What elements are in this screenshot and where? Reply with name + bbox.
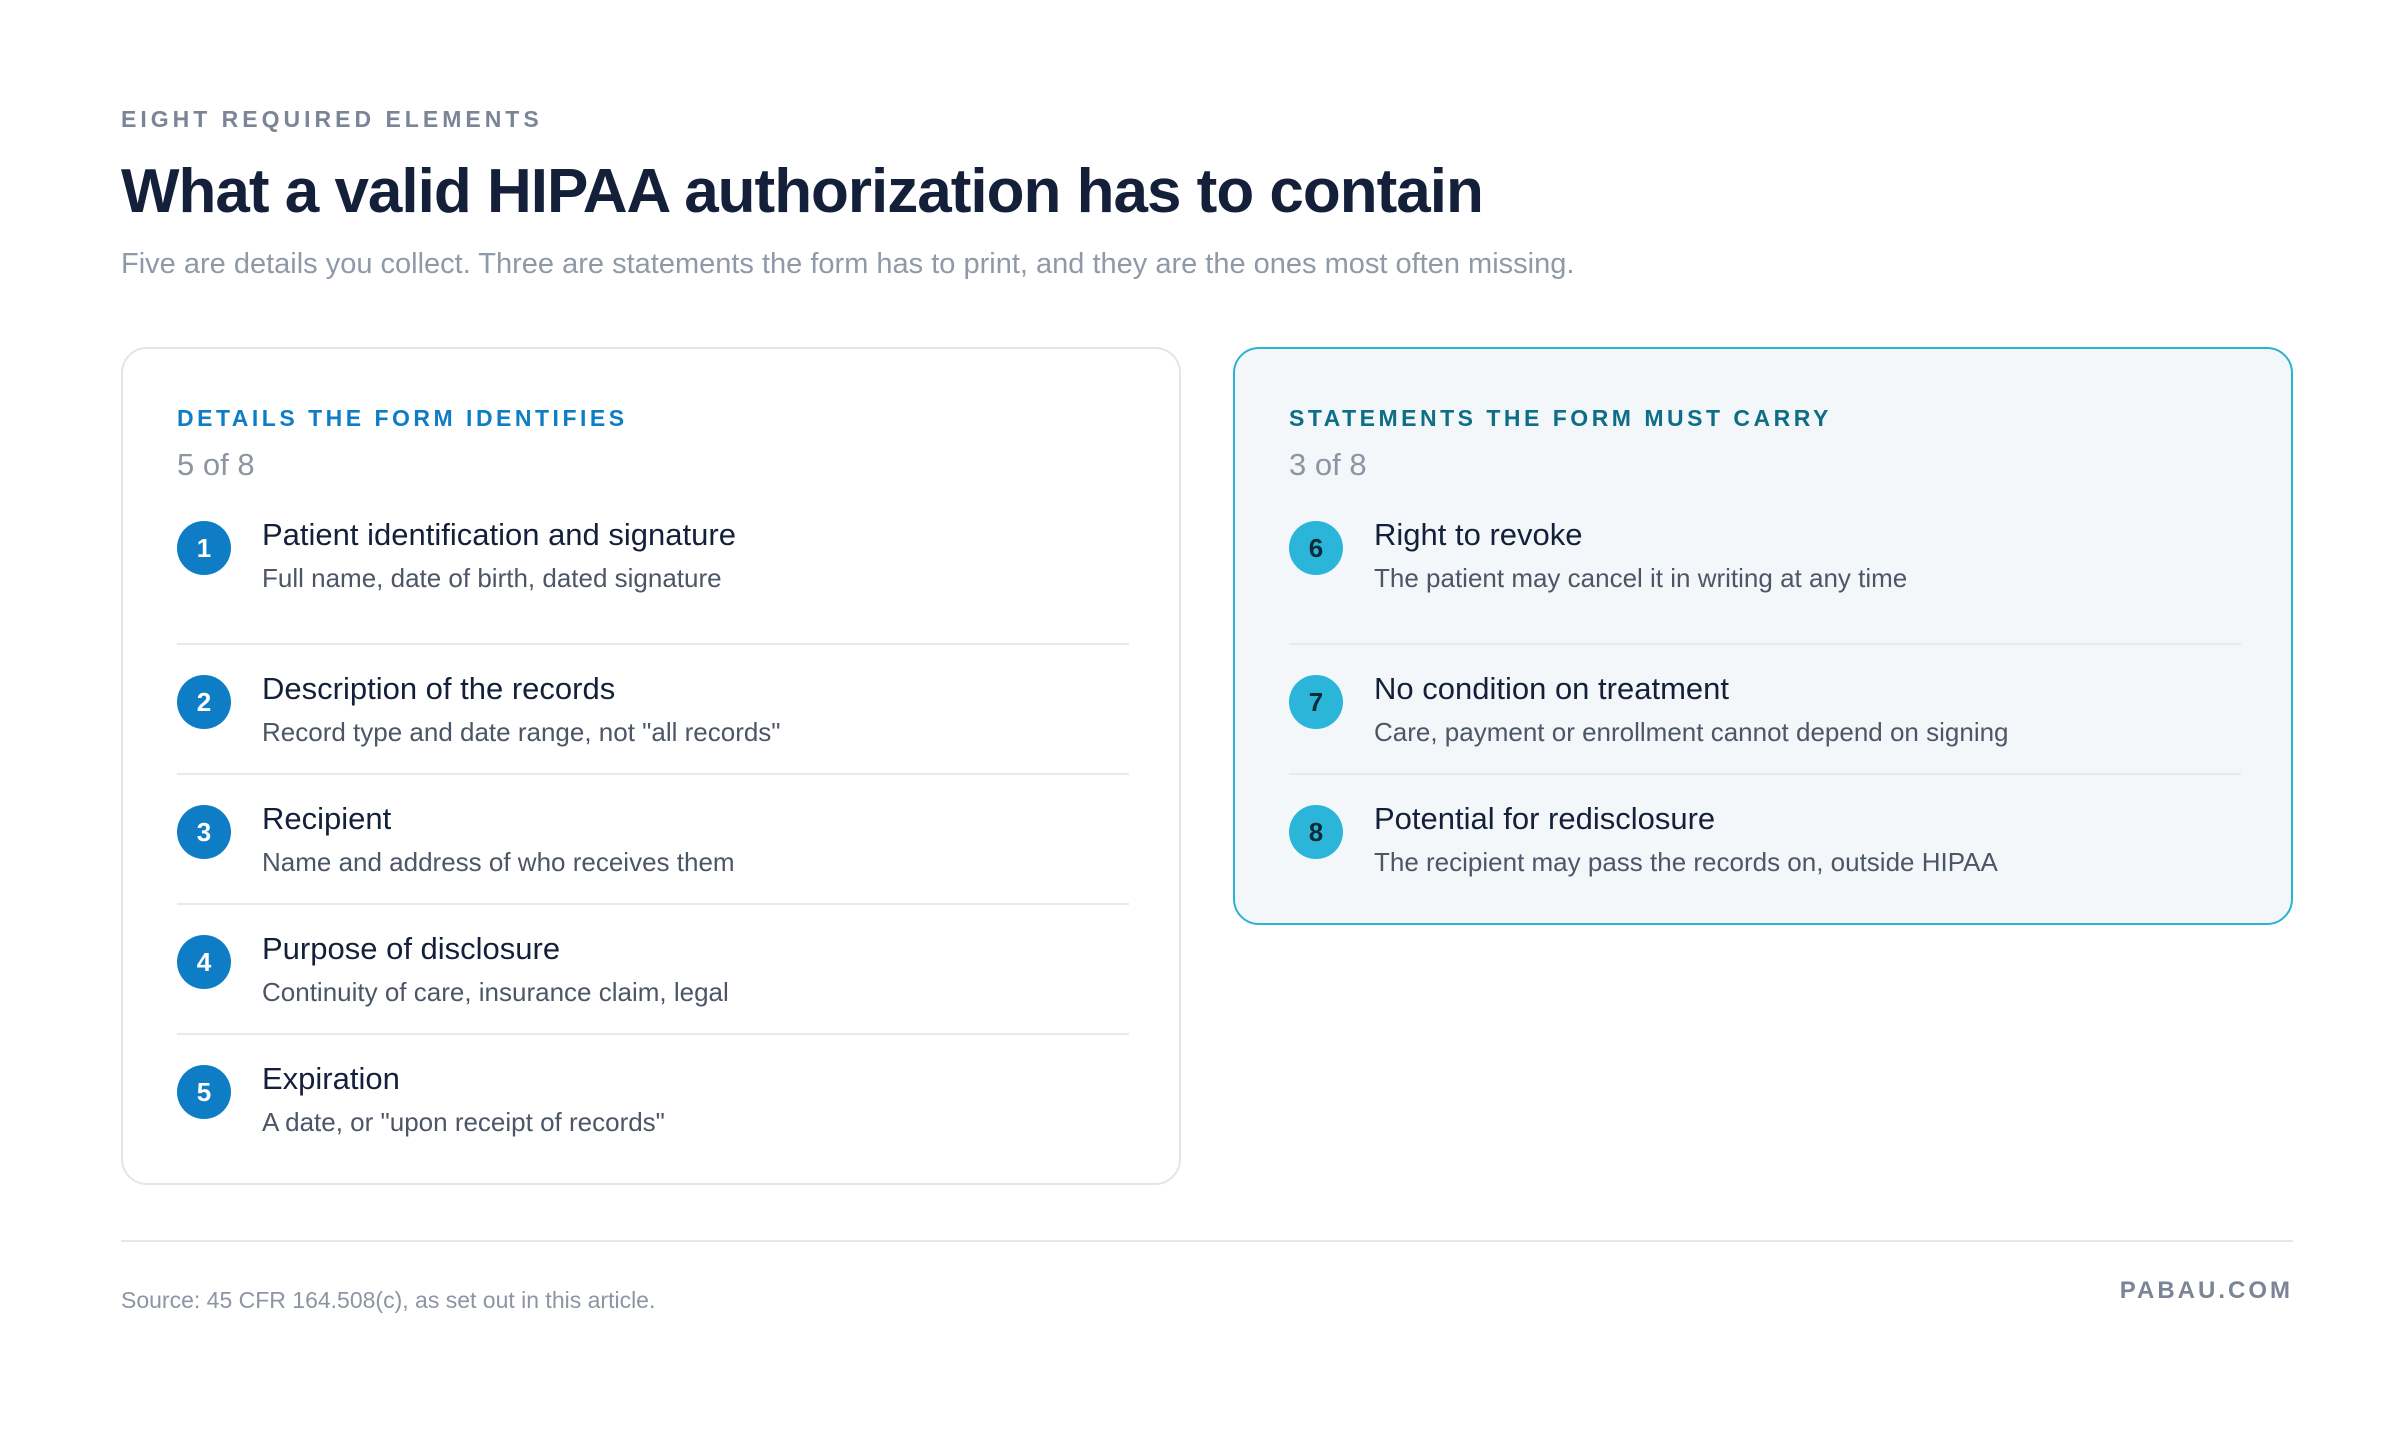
- list-item: [1289, 645, 2241, 775]
- item-title: No condition on treatment: [1374, 671, 1729, 706]
- item-description: Record type and date range, not "all records": [262, 717, 781, 747]
- item-title: Description of the records: [262, 671, 616, 706]
- item-description: The patient may cancel it in writing at any time: [1374, 563, 1908, 593]
- number-badge: 8: [1289, 805, 1343, 859]
- item-title: Patient identification and signature: [262, 517, 736, 552]
- number-badge: 7: [1289, 675, 1343, 729]
- item-description: Continuity of care, insurance claim, legal: [262, 977, 729, 1007]
- item-title: Recipient: [262, 801, 392, 836]
- brand-wordmark: PABAU.COM: [2119, 1277, 2293, 1304]
- number-badge: 4: [177, 935, 231, 989]
- number-badge: 1: [177, 521, 231, 575]
- list-item: [1289, 515, 2241, 645]
- item-title: Purpose of disclosure: [262, 931, 561, 966]
- item-title: Potential for redisclosure: [1374, 801, 1716, 836]
- list-item: [177, 515, 1129, 645]
- number-badge: 2: [177, 675, 231, 729]
- page-subtitle: Five are details you collect. Three are statements the form has to print, and they are the ones most often missing.: [121, 248, 1575, 280]
- item-description: Care, payment or enrollment cannot depend on signing: [1374, 717, 2009, 747]
- list-item: [177, 1035, 1129, 1165]
- details-card-count: 5 of 8: [177, 447, 255, 482]
- page-title: What a valid HIPAA authorization has to contain: [121, 157, 1483, 226]
- list-item: [177, 775, 1129, 905]
- list-item: [177, 645, 1129, 775]
- item-description: Name and address of who receives them: [262, 847, 735, 877]
- number-badge: 5: [177, 1065, 231, 1119]
- details-card: [121, 347, 1181, 1185]
- details-card-label: DETAILS THE FORM IDENTIFIES: [177, 405, 628, 431]
- list-item: [177, 905, 1129, 1035]
- item-description: The recipient may pass the records on, outside HIPAA: [1374, 847, 1998, 877]
- eyebrow-label: EIGHT REQUIRED ELEMENTS: [121, 106, 543, 132]
- source-note: Source: 45 CFR 164.508(c), as set out in this article.: [121, 1287, 656, 1313]
- list-item: [1289, 775, 2241, 905]
- footer-divider: [121, 1240, 2293, 1242]
- statements-list: [1289, 515, 2241, 905]
- details-list: [177, 515, 1129, 1165]
- statements-card: [1233, 347, 2293, 925]
- statements-card-count: 3 of 8: [1289, 447, 1367, 482]
- item-description: Full name, date of birth, dated signature: [262, 563, 722, 593]
- item-title: Right to revoke: [1374, 517, 1583, 552]
- number-badge: 3: [177, 805, 231, 859]
- item-description: A date, or "upon receipt of records": [262, 1107, 665, 1137]
- number-badge: 6: [1289, 521, 1343, 575]
- item-title: Expiration: [262, 1061, 400, 1096]
- statements-card-label: STATEMENTS THE FORM MUST CARRY: [1289, 405, 1832, 431]
